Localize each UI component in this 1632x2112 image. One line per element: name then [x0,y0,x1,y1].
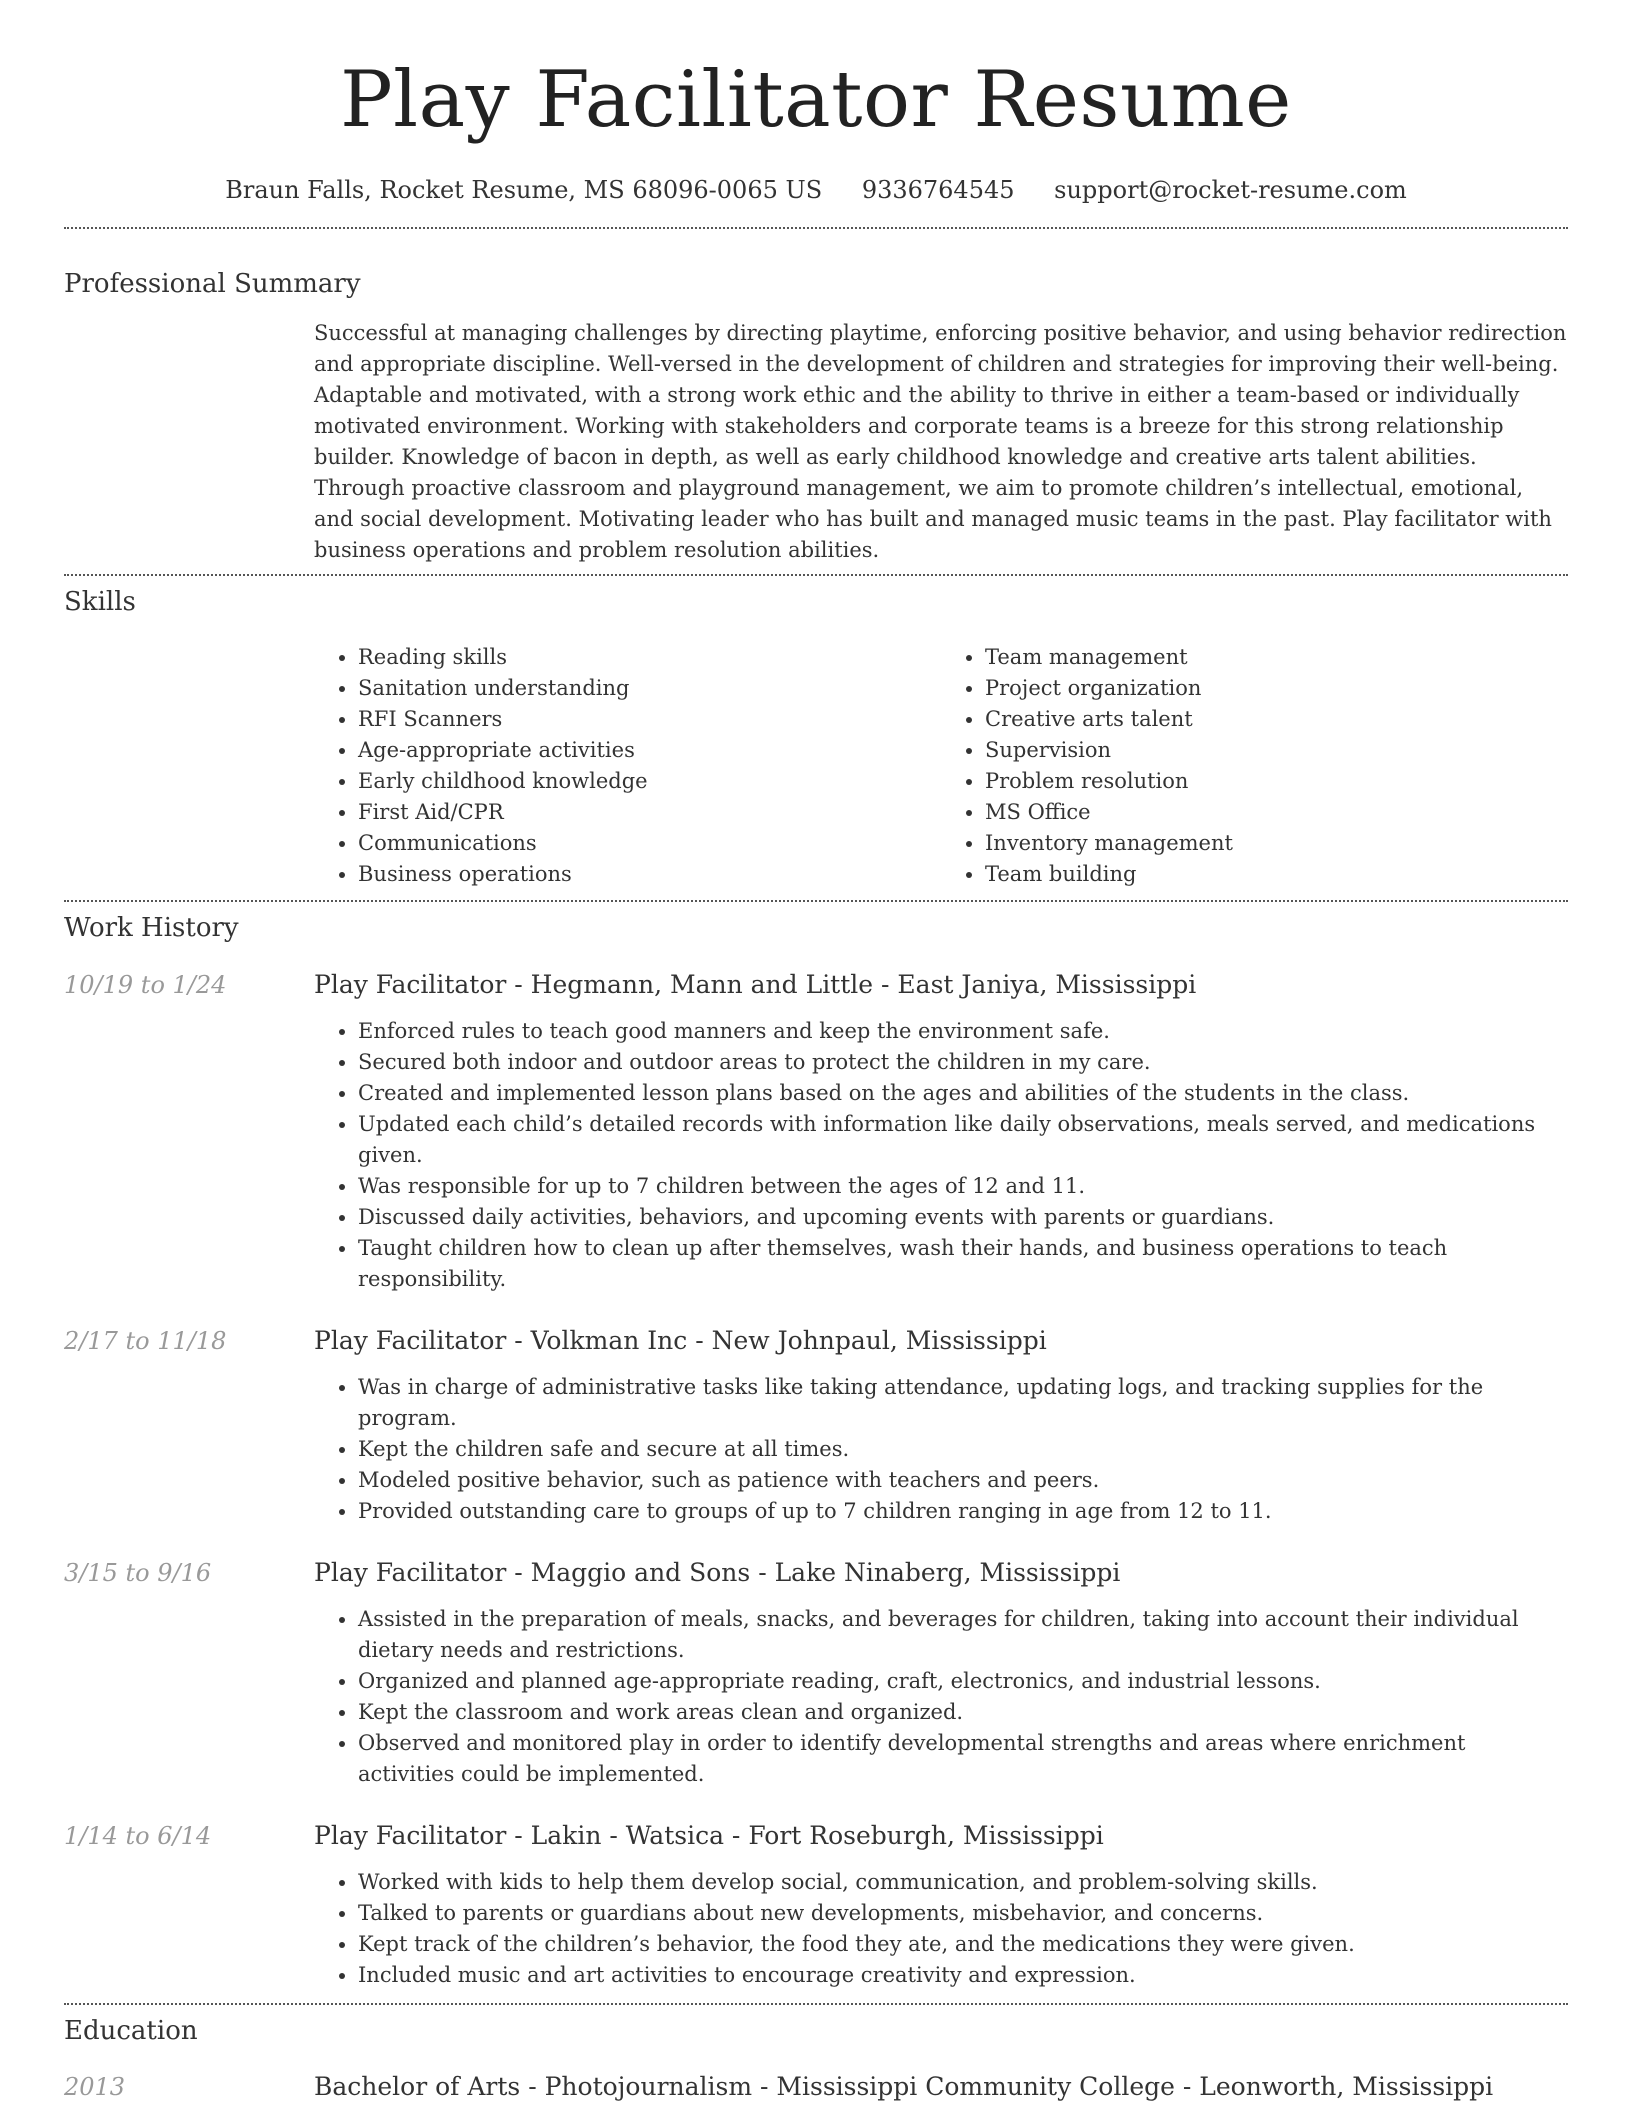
skill-item: • Problem resolution [985,766,1568,797]
resume-title: Play Facilitator Resume [340,55,1292,145]
skill-item: • Supervision [985,735,1568,766]
job-entry [64,1556,1568,1790]
skill-item: • Sanitation understanding [358,673,941,704]
summary-divider [64,574,1568,576]
job-bullet: • Updated each child’s detailed records with information like daily observations, meals served, and medications given. [358,1109,1568,1171]
job-header [64,968,1568,1002]
job-date: 2/17 to 11/18 [64,1327,227,1355]
contact-email: support@rocket-resume.com [1054,176,1407,204]
skill-item: • RFI Scanners [358,704,941,735]
job-header [64,1324,1568,1358]
job-bullets [314,1016,1568,1295]
job-entry [64,1324,1568,1527]
job-bullet: • Taught children how to clean up after themselves, wash their hands, and business operations to teach responsibility. [358,1233,1568,1295]
job-bullet: • Was in charge of administrative tasks like taking attendance, updating logs, and tracking supplies for the program. [358,1372,1568,1434]
job-bullets [314,1867,1568,1991]
education-degree: Bachelor of Arts - Photojournalism - Mississippi Community College - Leonworth, Mississippi [314,2072,1494,2101]
job-date: 3/15 to 9/16 [64,1559,212,1587]
skill-item: • MS Office [985,797,1568,828]
header-divider [64,227,1568,229]
education-heading: Education [64,2016,198,2046]
job-bullet: • Kept track of the children’s behavior, the food they ate, and the medications they were given. [358,1929,1568,1960]
skill-item: • Reading skills [358,642,941,673]
job-bullet: • Secured both indoor and outdoor areas to protect the children in my care. [358,1047,1568,1078]
skill-item: • Project organization [985,673,1568,704]
job-bullet: • Talked to parents or guardians about new developments, misbehavior, and concerns. [358,1898,1568,1929]
skills-section [314,642,1568,890]
work-divider [64,2003,1568,2005]
skills-heading: Skills [64,587,136,617]
job-bullet: • Created and implemented lesson plans based on the ages and abilities of the students in the class. [358,1078,1568,1109]
skill-item: • Team building [985,859,1568,890]
job-header [64,1556,1568,1590]
job-bullet: • Organized and planned age-appropriate reading, craft, electronics, and industrial lessons. [358,1666,1568,1697]
job-header [64,1819,1568,1853]
job-entry [64,968,1568,1295]
job-bullet: • Included music and art activities to encourage creativity and expression. [358,1960,1568,1991]
job-title: Play Facilitator - Lakin - Watsica - Fort Roseburgh, Mississippi [314,1821,1104,1850]
job-bullet: • Modeled positive behavior, such as patience with teachers and peers. [358,1465,1568,1496]
job-bullet: • Assisted in the preparation of meals, snacks, and beverages for children, taking into account their individual dietary needs and restrictions. [358,1604,1568,1666]
job-bullet: • Discussed daily activities, behaviors, and upcoming events with parents or guardians. [358,1202,1568,1233]
job-entry [64,1819,1568,1991]
work-history-heading: Work History [64,913,239,943]
job-bullet: • Enforced rules to teach good manners and keep the environment safe. [358,1016,1568,1047]
job-bullets [314,1604,1568,1790]
skill-item: • First Aid/CPR [358,797,941,828]
skill-item: • Business operations [358,859,941,890]
education-date: 2013 [64,2073,126,2101]
skill-item: • Early childhood knowledge [358,766,941,797]
skills-list-right [941,642,1568,890]
job-bullet: • Kept the classroom and work areas clean and organized. [358,1697,1568,1728]
job-title: Play Facilitator - Hegmann, Mann and Little - East Janiya, Mississippi [314,970,1197,999]
job-date: 10/19 to 1/24 [64,971,227,999]
job-bullets [314,1372,1568,1527]
skill-item: • Creative arts talent [985,704,1568,735]
job-bullet: • Was responsible for up to 7 children between the ages of 12 and 11. [358,1171,1568,1202]
skill-item: • Inventory management [985,828,1568,859]
skills-list-left [314,642,941,890]
summary-text: Successful at managing challenges by directing playtime, enforcing positive behavior, and using behavior redirection and appropriate discipline. Well-versed in the development of children and strategies for improving their well-being. Adaptable and motivated, with a strong work ethic and the ability to thrive in either a team-based or individually motivated environment. Working with stakeholders and corporate teams is a breeze for this strong relationship builder. Knowledge of bacon in depth, as well as early childhood knowledge and creative arts talent abilities. Through proactive classroom and playground management, we aim to promote children’s intellectual, emotional, and social development. Motivating leader who has built and managed music teams in the past. Play facilitator with business operations and problem resolution abilities. [314,321,1567,562]
job-bullet: • Worked with kids to help them develop social, communication, and problem-solving skills. [358,1867,1568,1898]
skill-item: • Team management [985,642,1568,673]
job-date: 1/14 to 6/14 [64,1822,212,1850]
skill-item: • Communications [358,828,941,859]
contact-line [64,174,1568,206]
job-bullet: • Provided outstanding care to groups of up to 7 children ranging in age from 12 to 11. [358,1496,1568,1527]
skills-divider [64,900,1568,902]
education-entry [64,2070,1568,2104]
summary-section [314,318,1568,566]
job-title: Play Facilitator - Maggio and Sons - Lake Ninaberg, Mississippi [314,1558,1121,1587]
job-title: Play Facilitator - Volkman Inc - New Johnpaul, Mississippi [314,1326,1047,1355]
summary-heading: Professional Summary [64,269,361,299]
contact-address: Braun Falls, Rocket Resume, MS 68096-0065 US [225,176,823,204]
job-bullet: • Kept the children safe and secure at all times. [358,1434,1568,1465]
contact-phone: 9336764545 [861,176,1015,204]
job-bullet: • Observed and monitored play in order to identify developmental strengths and areas where enrichment activities could be implemented. [358,1728,1568,1790]
skill-item: • Age-appropriate activities [358,735,941,766]
